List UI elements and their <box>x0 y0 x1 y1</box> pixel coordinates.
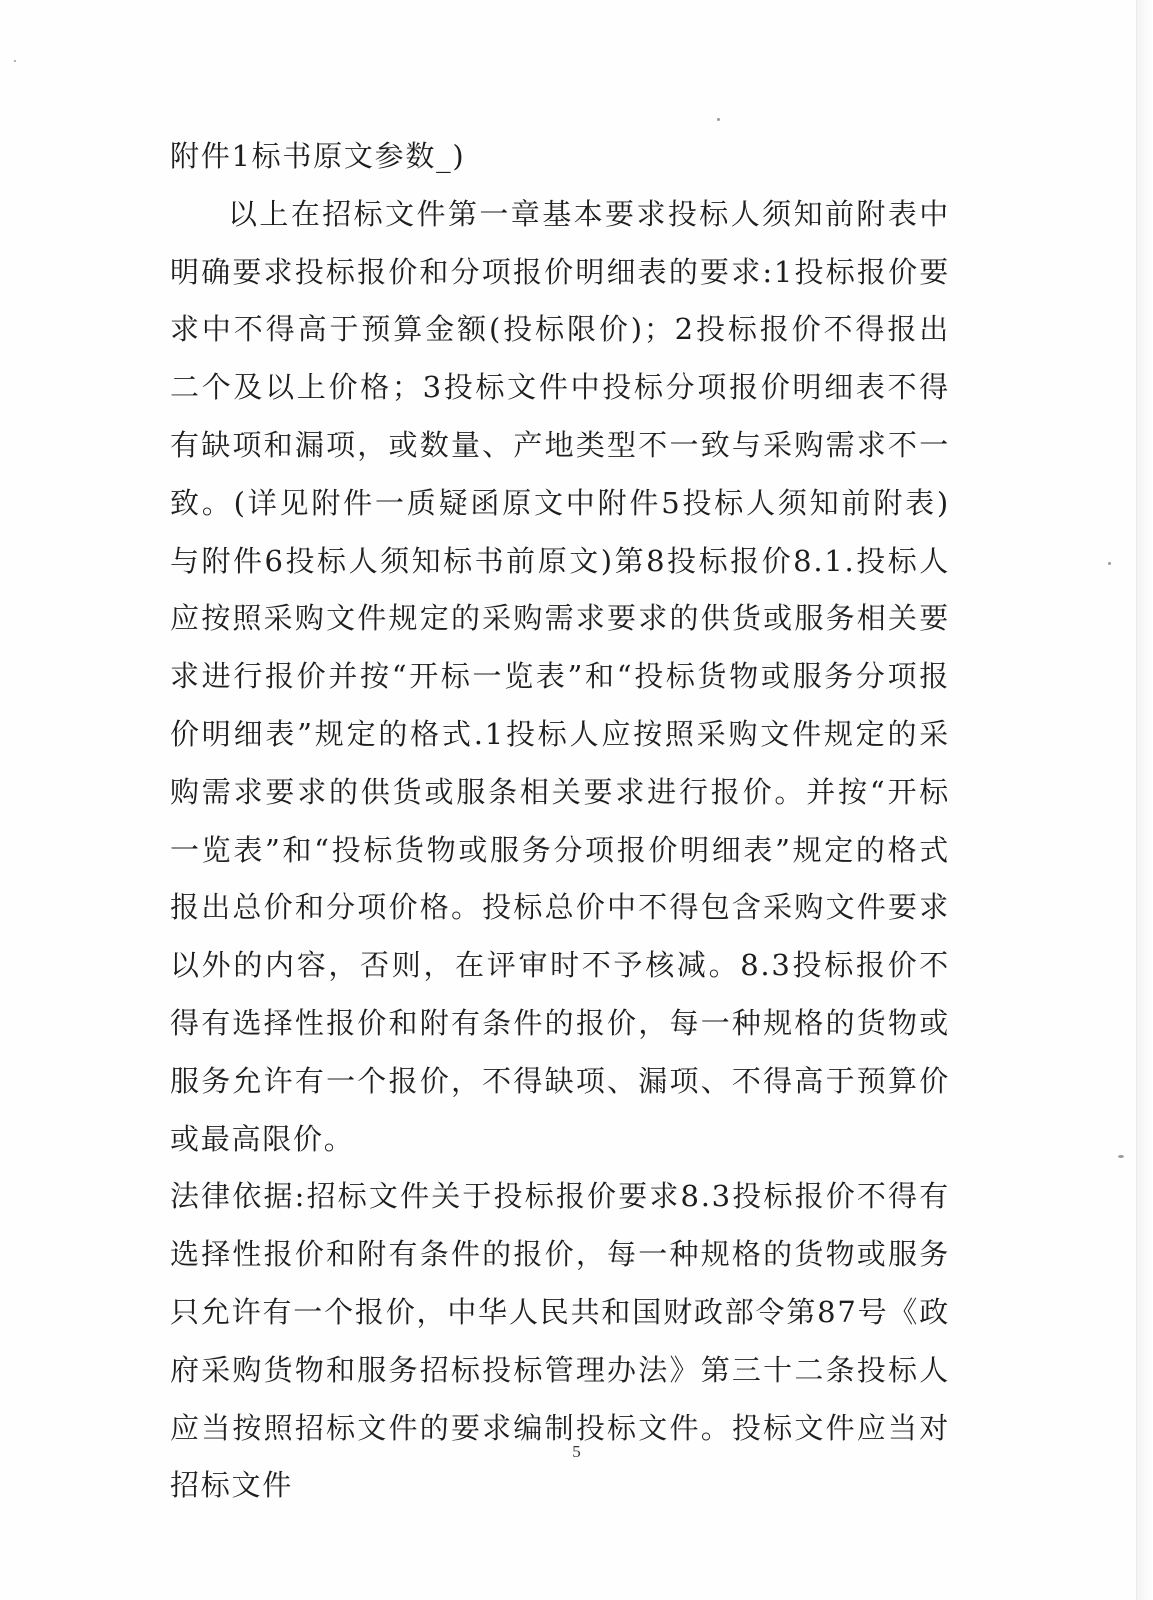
scan-speck <box>1118 1155 1124 1158</box>
scan-speck <box>1108 562 1111 565</box>
body-text <box>170 128 950 1515</box>
scan-edge <box>1136 0 1153 1600</box>
scan-speck <box>14 60 16 62</box>
paragraph-requirements: 以上在招标文件第一章基本要求投标人须知前附表中明确要求投标报价和分项报价明细表的要求:1投标报价要求中不得高于预算金额(投标限价)；2投标报价不得报出二个及以上价格；3投标文件中投标分项报价明细表不得有缺项和漏项，或数量、产地类型不一致与采购需求不一致。(详见附件一质疑函原文中附件5投标人须知前附表)与附件6投标人须知标书前原文)第8投标报价8.1.投标人应按照采购文件规定的采购需求要求的供货或服务相关要求进行报价并按“开标一览表”和“投标货物或服务分项报价明细表”规定的格式.1投标人应按照采购文件规定的采购需求要求的供货或服条相关要求进行报价。并按“开标一览表”和“投标货物或服务分项报价明细表”规定的格式报出总价和分项价格。投标总价中不得包含采购文件要求以外的内容，否则，在评审时不予核减。8.3投标报价不得有选择性报价和附有条件的报价，每一种规格的货物或服务允许有一个报价，不得缺项、漏项、不得高于预算价或最高限价。 <box>170 196 950 1156</box>
scan-speck <box>717 118 720 121</box>
paragraph-legal-basis: 法律依据:招标文件关于投标报价要求8.3投标报价不得有选择性报价和附有条件的报价，每一种规格的货物或服务只允许有一个报价，中华人民共和国财政部令第87号《政府采购货物和服务招标投标管理办法》第三十二条投标人应当按照招标文件的要求编制投标文件。投标文件应当对招标文件 <box>170 1179 950 1503</box>
paragraph-attachment-ref: 附件1标书原文参数_) <box>170 139 466 173</box>
page-number: 5 <box>572 1442 581 1461</box>
